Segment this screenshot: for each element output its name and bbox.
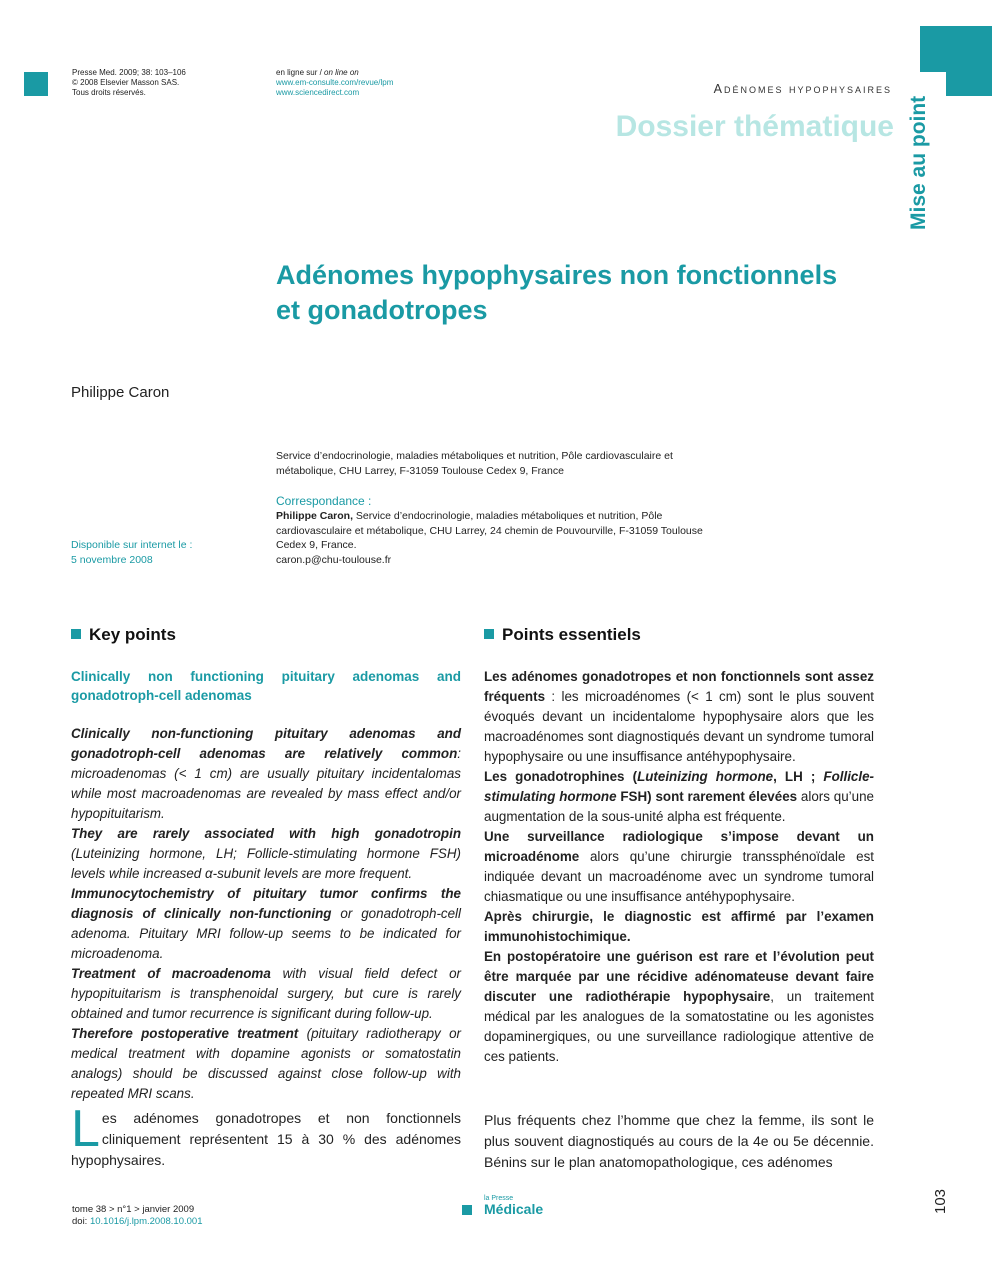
pe-paragraph (484, 667, 874, 767)
pe-p4-bold: Après chirurgie, le diagnostic est affirmé par l’examen immunohistochimique. (484, 909, 874, 944)
pe-paragraph (484, 907, 874, 947)
doi-link[interactable]: 10.1016/j.lpm.2008.10.001 (89, 1216, 203, 1227)
vertical-section-label: Mise au point (907, 95, 930, 230)
correspondance (276, 509, 706, 567)
logo-medicale: Médicale (484, 1201, 544, 1217)
kp-p4-rest: with visual field defect or hypopituitarism is transphenoidal surgery, but cure is rarely obtained and tumor recurrence is significant during follow-up. (71, 966, 461, 1021)
corner-square-left (24, 72, 48, 96)
kp-p4-bold: Treatment of macroadenoma (71, 966, 271, 981)
online-label-fr: en ligne sur / (276, 68, 325, 77)
pe-paragraph (484, 767, 874, 827)
kp-paragraph (71, 724, 461, 824)
dossier-label: Dossier thématique (615, 110, 894, 143)
available-date: 5 novembre 2008 (71, 553, 153, 566)
corr-email[interactable]: caron.p@chu-toulouse.fr (276, 553, 392, 566)
title-line-2: et gonadotropes (276, 295, 488, 325)
corr-name: Philippe Caron, (276, 510, 354, 522)
online-link-sd[interactable]: www.sciencedirect.com (276, 88, 360, 97)
kp-p3-rest: or gonadotroph-cell adenoma. Pituitary MRI follow-up seems to be indicated for microadenoma. (71, 906, 461, 961)
pe-p2-bold-a: Les gonadotrophines ( (484, 769, 638, 784)
citation: Presse Med. 2009; 38: 103–106 (72, 68, 186, 77)
pe-p3-rest: alors qu’une chirurgie transsphénoïdale est indiquée devant un macroadénome avec un syndrome tumoral chiasmatique ou une insuffisance antéhypophysaire. (484, 849, 874, 904)
pe-paragraph (484, 947, 874, 1067)
pe-p5-bold: En postopératoire une guérison est rare et l’évolution peut être marquée par une récidive adénomateuse devant faire discuter une radiothérapie hypophysaire (484, 949, 874, 1004)
key-points-body (71, 724, 461, 1104)
rights: Tous droits réservés. (72, 88, 146, 97)
kp-p5-rest: (pituitary radiotherapy or medical treatment with dopamine agonists or somatostatin analogs) should be discussed against close follow-up with repeated MRI scans. (71, 1026, 462, 1101)
kp-p2-bold: They are rarely associated with high gonadotropin (71, 826, 461, 841)
kp-p1-rest: : microadenomas (< 1 cm) are usually pituitary incidentalomas while most macroadenomas are revealed by mass effect and/or hypopituitarism. (71, 746, 461, 821)
pe-p2-italic-a: Luteinizing hormone (637, 769, 774, 784)
kp-p3-bold: Immunocytochemistry of pituitary tumor confirms the diagnosis of clinically non-functioning (71, 886, 461, 921)
key-points-subheading: Clinically non functioning pituitary adenomas and gonadotroph-cell adenomas (71, 669, 461, 703)
corner-notch (920, 72, 946, 98)
pe-paragraph (484, 827, 874, 907)
journal-meta (72, 68, 186, 98)
online-meta (276, 68, 393, 98)
kp-paragraph (71, 1024, 461, 1104)
doi-label: doi: (72, 1216, 90, 1227)
key-points-title: Key points (89, 625, 176, 644)
pe-p2-bold-c: FSH) sont rarement élevées (616, 789, 798, 804)
kp-p2-rest: (Luteinizing hormone, LH; Follicle-stimulating hormone FSH) levels while increased α-subunit levels are more frequent. (71, 846, 461, 881)
online-link-em[interactable]: www.em-consulte.com/revue/lpm (276, 78, 394, 87)
pe-p1-rest: : les microadénomes (< 1 cm) sont le plus souvent évoqués devant un incidentalome hypophysaire alors que les macroadénomes sont diagnostiqués devant un syndrome tumoral hypophysaire ou une insuffisance antéhypophysaire. (484, 689, 874, 764)
availability (71, 538, 261, 567)
article-title (276, 258, 876, 328)
intro-right: Plus fréquents chez l’homme que chez la femme, ils sont le plus souvent diagnostiqués au cours de la 4e ou 5e décennie. Bénins sur le plan anatomopathologique, ces adénomes (484, 1112, 874, 1170)
intro-left-text: es adénomes gonadotropes et non fonctionnels cliniquement représentent 15 à 30 % des adénomes hypophysaires. (71, 1110, 461, 1168)
pe-p2-bold-b: , LH ; (773, 769, 824, 784)
points-essentiels-heading (484, 625, 641, 645)
page-number: 103 (932, 1188, 949, 1214)
square-bullet-icon (71, 629, 81, 639)
kp-paragraph (71, 884, 461, 964)
pe-p2-rest: alors qu’une augmentation de la sous-unité alpha est fréquente. (484, 789, 874, 824)
footer-square-icon (462, 1205, 472, 1215)
kp-paragraph (71, 964, 461, 1024)
available-label: Disponible sur internet le : (71, 539, 193, 551)
points-essentiels-title: Points essentiels (502, 625, 641, 644)
drop-cap: L (71, 1100, 100, 1158)
kp-paragraph (71, 824, 461, 884)
pe-p5-rest: , un traitement médical par les analogues de la somatostatine ou les agonistes dopaminergiques, ou une surveillance radiologique attentive de ces patients. (484, 989, 874, 1064)
intro-left (71, 1100, 461, 1171)
correspondance-label: Correspondance : (276, 494, 372, 508)
pe-p1-bold: Les adénomes gonadotropes et non fonctionnels sont assez fréquents (484, 669, 874, 704)
affiliation: Service d’endocrinologie, maladies métaboliques et nutrition, Pôle cardiovasculaire et métabolique, CHU Larrey, F-31059 Toulouse Cedex 9, France (276, 450, 673, 477)
copyright: © 2008 Elsevier Masson SAS. (72, 78, 180, 87)
kp-p5-bold: Therefore postoperative treatment (71, 1026, 299, 1041)
pe-p2-italic-b: Follicle-stimulating hormone (484, 769, 874, 804)
square-bullet-icon (484, 629, 494, 639)
key-points-heading (71, 625, 176, 645)
footer-info (72, 1204, 202, 1228)
author: Philippe Caron (71, 384, 170, 401)
issue: tome 38 > n°1 > janvier 2009 (72, 1204, 195, 1215)
section-header: Adénomes hypophysaires (713, 82, 892, 96)
kp-p1-bold: Clinically non-functioning pituitary adenomas and gonadotroph-cell adenomas are relatively common (71, 726, 461, 761)
corr-address: Service d’endocrinologie, maladies métaboliques et nutrition, Pôle cardiovasculaire et métabolique, CHU Larrey, 24 chemin de Pouvourville, F-31059 Toulouse Cedex 9, France. (276, 510, 703, 551)
logo-la-presse: la Presse (484, 1195, 514, 1202)
title-line-1: Adénomes hypophysaires non fonctionnels (276, 260, 838, 290)
pe-p3-bold: Une surveillance radiologique s’impose devant un microadénome (484, 829, 874, 864)
points-essentiels-body (484, 667, 874, 1067)
online-label-en: on line on (324, 68, 359, 77)
